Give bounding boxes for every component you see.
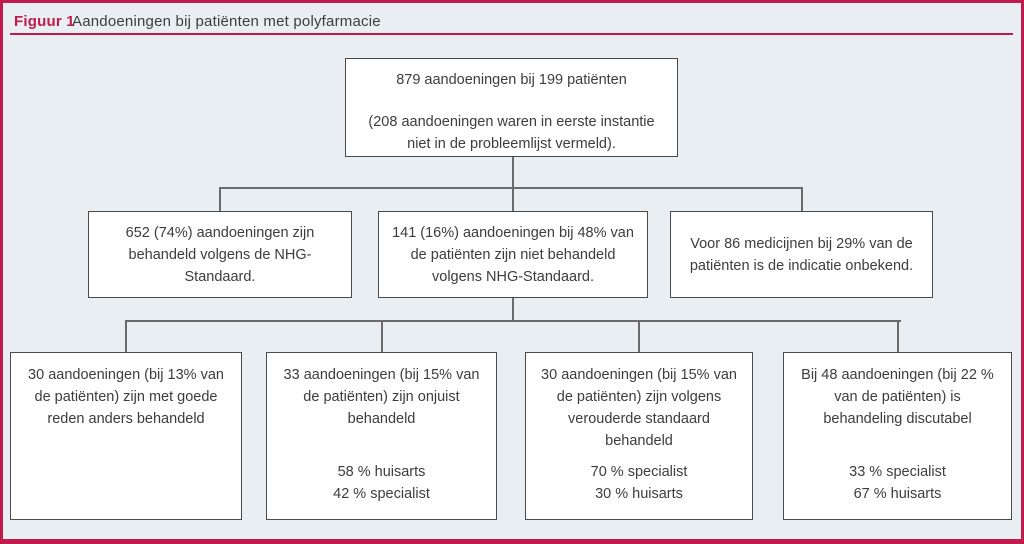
connector-root-down	[512, 157, 514, 189]
title-rule	[10, 33, 1013, 35]
connector-level3-drop-1	[125, 320, 127, 352]
stat-line-2: 42 % specialist	[333, 486, 430, 502]
node-goede-reden-text: 30 aandoeningen (bij 13% van de patiënten) zijn met goede reden anders behandeld	[28, 367, 224, 427]
node-goede-reden-anders-behandeld	[10, 352, 242, 520]
node-behandeling-discutabel	[783, 352, 1012, 520]
node-onjuist-behandeld	[266, 352, 497, 520]
connector-level3-horizontal	[125, 320, 901, 322]
stat-line-1: 70 % specialist	[590, 464, 688, 480]
connector-level2-drop-3	[801, 187, 803, 211]
node-indicatie-onbekend-text: Voor 86 medicijnen bij 29% van de patiënten is de indicatie onbekend.	[689, 235, 914, 274]
node-total-aandoeningen	[345, 58, 678, 157]
node-behandeld-volgens-standaard	[88, 211, 352, 298]
node-verouderde-standaard	[525, 352, 753, 520]
node-behandeling-discutabel-text: Bij 48 aandoeningen (bij 22 % van de patiënten) is behandeling discutabel	[801, 367, 994, 427]
stat-line-1: 58 % huisarts	[337, 464, 426, 480]
node-behandeling-discutabel-stats	[784, 461, 1011, 505]
node-verouderde-standaard-stats	[526, 461, 752, 505]
node-onjuist-behandeld-stats	[267, 461, 496, 505]
node-verouderde-standaard-text: 30 aandoeningen (bij 15% van de patiënten) zijn volgens verouderde standaard behandeld	[541, 367, 737, 449]
connector-level2-drop-2	[512, 187, 514, 211]
stat-line-2: 67 % huisarts	[853, 486, 942, 502]
figure-title: Aandoeningen bij patiënten met polyfarmacie	[72, 13, 381, 30]
connector-level2-horizontal	[219, 187, 803, 189]
node-niet-behandeld-volgens-standaard	[378, 211, 648, 298]
node-onjuist-behandeld-text: 33 aandoeningen (bij 15% van de patiënten) zijn onjuist behandeld	[283, 367, 480, 427]
node-niet-behandeld-volgens-standaard-text: 141 (16%) aandoeningen bij 48% van de patiënten zijn niet behandeld volgens NHG-Standaard.	[392, 224, 634, 285]
figure-label: Figuur 1	[14, 13, 75, 30]
node-indicatie-onbekend	[670, 211, 933, 298]
connector-level3-drop-4	[897, 320, 899, 352]
node-behandeld-volgens-standaard-text: 652 (74%) aandoeningen zijn behandeld volgens de NHG-Standaard.	[125, 224, 315, 285]
stat-line-1: 33 % specialist	[849, 464, 946, 480]
connector-level3-drop-3	[638, 320, 640, 352]
node-total-line1: 879 aandoeningen bij 199 patiënten	[396, 72, 627, 88]
connector-level3-drop-2	[381, 320, 383, 352]
node-total-line2: (208 aandoeningen waren in eerste instantie niet in de probleemlijst vermeld).	[368, 114, 655, 152]
connector-level2-drop-1	[219, 187, 221, 211]
connector-mid-down	[512, 298, 514, 322]
stat-line-2: 30 % huisarts	[595, 486, 683, 502]
